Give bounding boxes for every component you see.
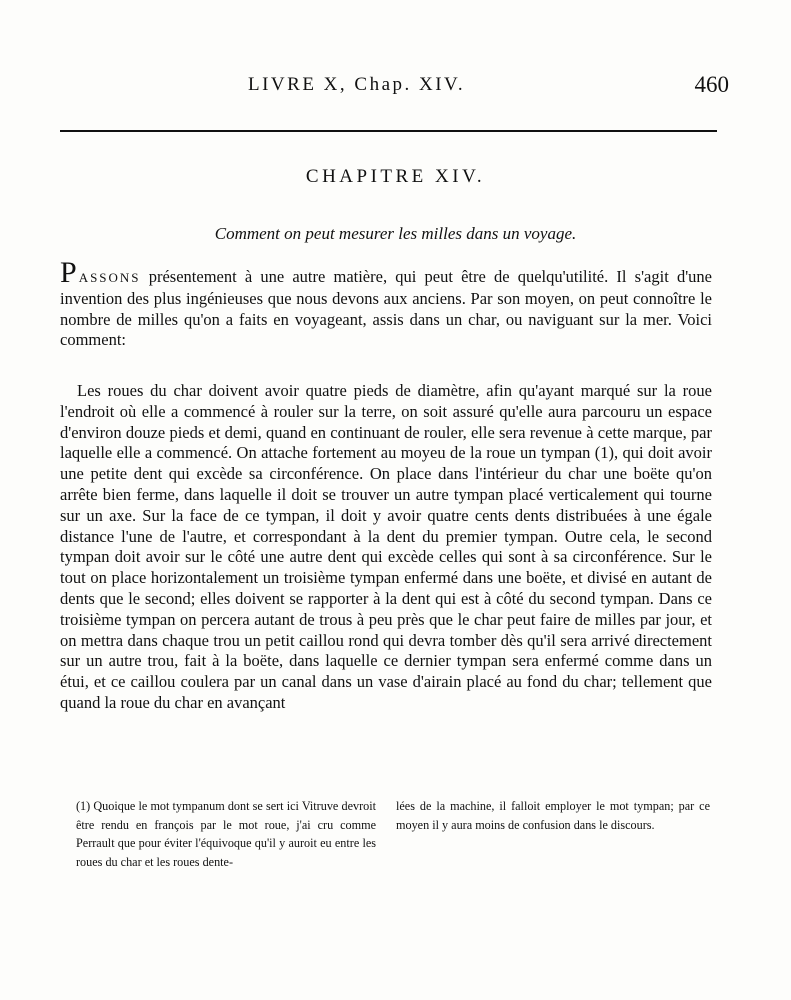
chapter-title: CHAPITRE XIV. — [305, 166, 486, 187]
footnote-left-column: (1) Quoique le mot tympanum dont se sert ici Vitruve devroit être rendu en françois par le mot roue, j'ai cru comme Perrault que pour éviter l'équivoque qu'il y auroit eu entre les roues du char et les roues dente- — [76, 799, 376, 869]
paragraph-2: Les roues du char doivent avoir quatre pieds de diamètre, afin qu'ayant marqué sur la roue l'endroit où elle a commencé à rouler sur la terre, on soit assuré qu'elle aura parcouru un espace d'environ douze pieds et demi, quand en continuant de rouler, elle sera revenue à cette marque, par laquelle elle a commencé. On attache fortement au moyeu de la roue un tympan (1), qui doit avoir une petite dent qui excède sa circonférence. On place dans l'intérieur du char une boëte qu'on arrête bien ferme, dans laquelle il doit se trouver un autre tympan placé verticalement qui tourne sur un axe. Sur la face de ce tympan, il doit y avoir quatre cents dents distribuées à une égale distance l'une de l'autre, et correspondant à la dent du premier tympan. Outre cela, le second tympan doit avoir sur le côté une autre dent qui excède celles qui sont à sa circonférence. Sur le tout on place horizontalement un troisième tympan enfermé dans une boëte, et divisé en autant de dents que le second; elles doivent se rapporter à la dent qui est à côté du second tympan. Dans ce troisième tympan on percera autant de trous à peu près que le char peut faire de milles par jour, et on mettra dans chaque trou un petit caillou rond qui devra tomber dès qu'il sera arrivé directement sur un autre trou, fait à la boëte, dans laquelle ce dernier tympan sera enfermé comme dans un étui, et ce caillou coulera par un canal dans un vase d'airain placé au fond du char; tellement que quand la roue du char en avançant — [60, 381, 712, 712]
running-title: LIVRE X, Chap. XIV. — [248, 74, 466, 95]
drop-cap: P — [60, 256, 79, 289]
running-head — [60, 72, 729, 104]
paragraph-1 — [60, 256, 712, 351]
page-number: 460 — [694, 72, 729, 97]
paragraph-1-text: présentement à une autre matière, qui peut être de quelqu'utilité. Il s'agit d'une invention des plus ingénieuses que nous devons aux anciens. Par son moyen, on peut connoître le nombre de milles qu'on a faits en voyageant, assis dans un char, ou naviguant sur la mer. Voici comment: — [60, 267, 712, 350]
chapter-subtitle: Comment on peut mesurer les milles dans un voyage. — [214, 224, 577, 243]
header-rule — [60, 130, 717, 132]
footnote-right-column: lées de la machine, il falloit employer le mot tympan; par ce moyen il y aura moins de confusion dans le discours. — [396, 799, 710, 832]
small-caps-word: ASSONS — [78, 270, 141, 285]
